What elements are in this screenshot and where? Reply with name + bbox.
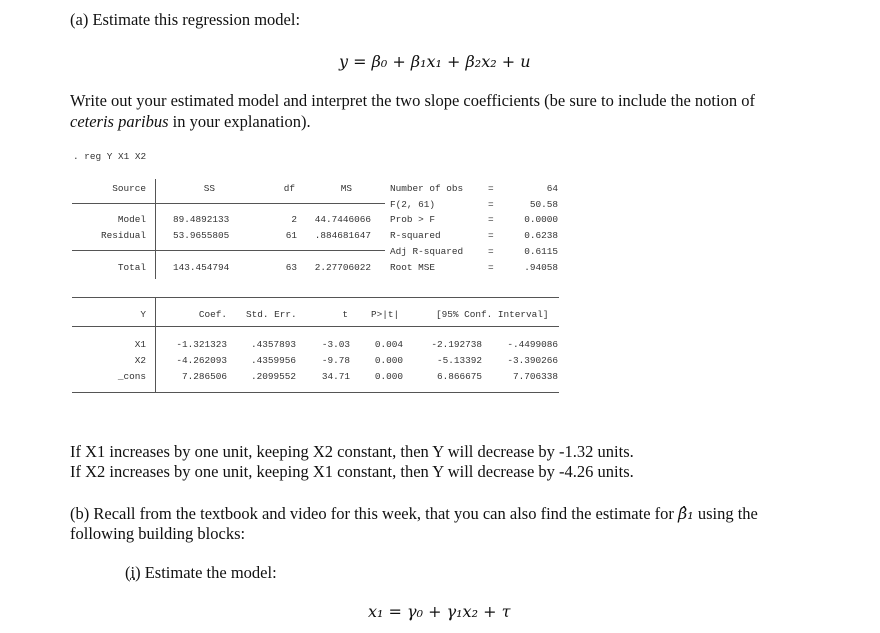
coef-t: -9.78	[321, 355, 350, 366]
coef-p: 0.004	[374, 339, 403, 350]
stat-label: Prob > F	[390, 214, 436, 225]
part-b-line-1-before: (b) Recall from the textbook and video for this week, that you can also find the estimate for	[70, 504, 679, 523]
coef-value: -1.321323	[176, 339, 227, 350]
anova-ss-total: 143.454794	[173, 262, 230, 273]
sub-item-label: (i)	[125, 563, 141, 582]
stat-eq: =	[488, 246, 494, 257]
stata-command: . reg Y X1 X2	[73, 151, 147, 162]
anova-df-total: 63	[285, 262, 297, 273]
stat-eq: =	[488, 230, 494, 241]
anova-ss-model: 89.4892133	[173, 214, 230, 225]
coef-ci-hi: -3.390266	[507, 355, 558, 366]
instruction-line-2	[70, 112, 311, 132]
coef-t: -3.03	[321, 339, 350, 350]
anova-ss-residual: 53.9655805	[173, 230, 230, 241]
coef-p: 0.000	[374, 371, 403, 382]
sub-item-i	[125, 563, 277, 583]
beta-hat-symbol: β̂₁	[678, 504, 694, 523]
part-b-line-1-after: using the	[693, 504, 758, 523]
regression-equation: y = β₀ + β₁x₁ + β₂x₂ + u	[339, 52, 531, 71]
coef-ci-lo: 6.866675	[436, 371, 482, 382]
stat-label: Root MSE	[390, 262, 436, 273]
part-b-line-1	[70, 504, 758, 524]
coef-var: X1	[134, 339, 146, 350]
anova-source-total: Total	[117, 262, 146, 273]
coef-header-coef: Coef.	[198, 309, 227, 320]
anova-source-residual: Residual	[100, 230, 146, 241]
coef-ci-lo: -5.13392	[436, 355, 482, 366]
coef-p: 0.000	[374, 355, 403, 366]
part-a-heading: (a) Estimate this regression model:	[70, 10, 301, 29]
coef-var: _cons	[117, 371, 146, 382]
stat-value: 0.0000	[524, 214, 558, 225]
anova-ms-residual: .884681647	[314, 230, 371, 241]
coef-se: .4357893	[250, 339, 296, 350]
stat-value: 0.6115	[524, 246, 558, 257]
stat-eq: =	[488, 214, 494, 225]
sub-item-text: Estimate the model:	[140, 563, 277, 582]
auxiliary-equation: x₁ = γ₀ + γ₁x₂ + τ	[368, 602, 511, 621]
stat-eq: =	[488, 199, 494, 210]
anova-ms-model: 44.7446066	[314, 214, 371, 225]
coef-header-p: P>|t|	[371, 309, 400, 320]
coef-ci-lo: -2.192738	[431, 339, 482, 350]
coef-header-t: t	[342, 309, 348, 320]
stat-label: F(2, 61)	[390, 199, 436, 210]
stat-eq: =	[488, 183, 494, 194]
anova-header-ms: MS	[340, 183, 352, 194]
coef-ci-hi: -.4499086	[507, 339, 558, 350]
ceteris-paribus-text: ceteris paribus	[70, 112, 169, 131]
anova-source-model: Model	[117, 214, 146, 225]
coef-t: 34.71	[321, 371, 350, 382]
stat-label: Adj R-squared	[390, 246, 464, 257]
coef-header-se: Std. Err.	[246, 309, 297, 320]
coef-value: 7.286506	[181, 371, 227, 382]
part-b-line-2: following building blocks:	[70, 524, 246, 543]
coef-se: .4359956	[250, 355, 296, 366]
anova-header-ss: SS	[203, 183, 215, 194]
stat-value: 0.6238	[524, 230, 558, 241]
anova-header-df: df	[283, 183, 295, 194]
instruction-line-2-rest: in your explanation).	[168, 112, 311, 131]
stat-label: R-squared	[390, 230, 441, 241]
stat-label: Number of obs	[390, 183, 464, 194]
anova-df-model: 2	[291, 214, 297, 225]
stat-value: .94058	[524, 262, 558, 273]
coef-header-ci: [95% Conf. Interval]	[436, 309, 549, 320]
anova-header-source: Source	[112, 183, 146, 194]
coef-value: -4.262093	[176, 355, 227, 366]
interpretation-line-2: If X2 increases by one unit, keeping X1 constant, then Y will decrease by -4.26 units.	[70, 462, 634, 481]
stat-eq: =	[488, 262, 494, 273]
instruction-line-1: Write out your estimated model and interpret the two slope coefficients (be sure to include the notion of	[70, 91, 755, 110]
coef-ci-hi: 7.706338	[512, 371, 558, 382]
anova-df-residual: 61	[285, 230, 297, 241]
coef-se: .2099552	[250, 371, 296, 382]
stat-value: 50.58	[529, 199, 558, 210]
coef-header-var: Y	[140, 309, 146, 320]
stat-value: 64	[546, 183, 558, 194]
anova-ms-total: 2.27706022	[314, 262, 371, 273]
coef-var: X2	[134, 355, 146, 366]
interpretation-line-1: If X1 increases by one unit, keeping X2 constant, then Y will decrease by -1.32 units.	[70, 442, 634, 461]
